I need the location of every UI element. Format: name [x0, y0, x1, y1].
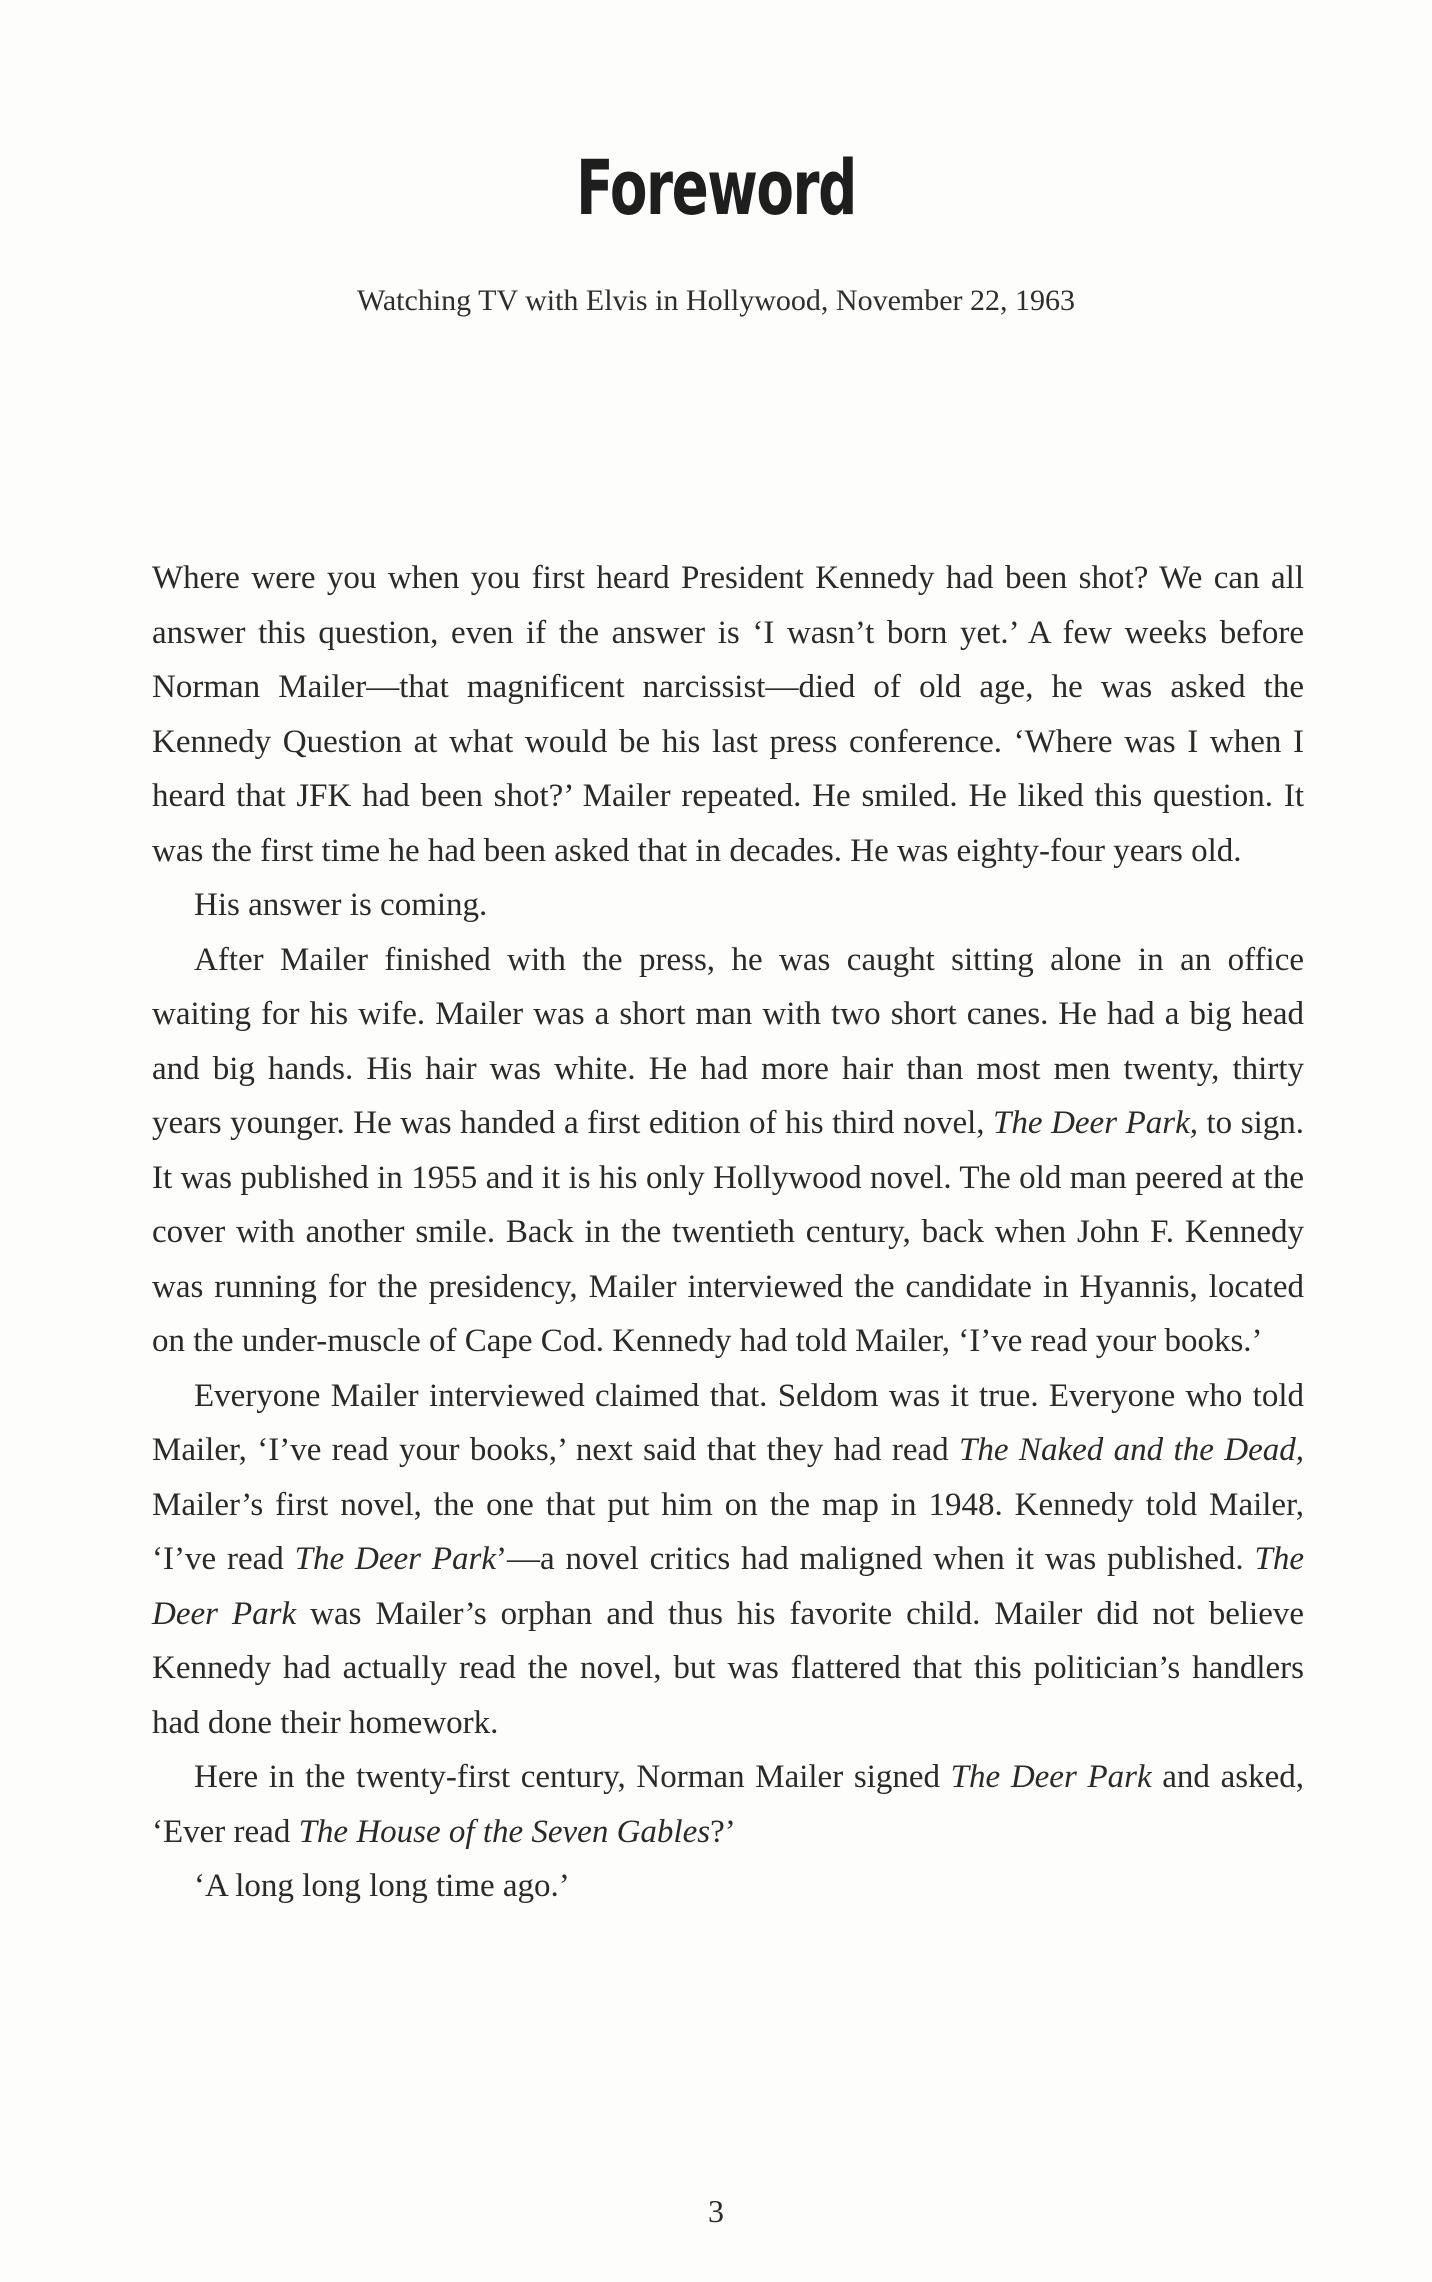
text-run: After Mailer finished with the press, he was caught sitting alone in an office waiting for his wife. Mailer was a short man with two short canes. He had a big head and big hands. His hair was white. He had more hair than most men twenty, thirty years younger. He was handed a first edition of his third novel,: [152, 941, 1304, 1141]
book-title-italic: The Deer Park: [152, 1541, 1304, 1632]
book-title-italic: The Naked and the Dead,: [959, 1432, 1304, 1468]
paragraph: [152, 1369, 1304, 1751]
book-title-italic: The Deer Park: [294, 1541, 496, 1577]
paragraph: [152, 878, 1304, 933]
chapter-title: Foreword: [576, 143, 856, 232]
chapter-subtitle: Watching TV with Elvis in Hollywood, November 22, 1963: [356, 284, 1076, 317]
page-number: 3: [708, 2193, 724, 2229]
book-title-italic: The Deer Park: [950, 1759, 1152, 1795]
body-text: [152, 551, 1304, 1914]
text-run: ’—a novel critics had maligned when it was published.: [495, 1541, 1255, 1577]
paragraph: [152, 1750, 1304, 1859]
text-run: and asked, ‘Ever read: [152, 1759, 1304, 1850]
text-run: His answer is coming.: [194, 887, 488, 923]
text-run: Mailer’s first novel, the one that put him on the map in 1948. Kennedy told Mailer, ‘I’ve read: [152, 1486, 1304, 1577]
text-run: was Mailer’s orphan and thus his favorite child. Mailer did not believe Kennedy had actually read the novel, but was flattered that this politician’s handlers had done their homework.: [152, 1595, 1304, 1741]
text-run: to sign. It was published in 1955 and it is his only Hollywood novel. The old man peered at the cover with another smile. Back in the twentieth century, back when John F. Kennedy was running for the presidency, Mailer interviewed the candidate in Hyannis, located on the under-muscle of Cape Cod. Kennedy had told Mailer, ‘I’ve read your books.’: [152, 1105, 1304, 1359]
book-title-italic: The House of the Seven Gables: [298, 1813, 711, 1850]
paragraph: [152, 1859, 1304, 1914]
text-run: Everyone Mailer interviewed claimed that. Seldom was it true. Everyone who told Mailer, ‘I’ve read your books,’ next said that they had read: [152, 1377, 1304, 1468]
text-run: Where were you when you first heard President Kennedy had been shot? We can all answer this question, even if the answer is ‘I wasn’t born yet.’ A few weeks before Norman Mailer—that magnificent narcissist—died of old age, he was asked the Kennedy Question at what would be his last press conference. ‘Where was I when I heard that JFK had been shot?’ Mailer repeated. He smiled. He liked this question. It was the first time he had been asked that in decades. He was eighty-four years old.: [152, 560, 1304, 869]
book-title-italic: The Deer Park,: [993, 1105, 1198, 1141]
paragraph: [152, 933, 1304, 1369]
text-run: Here in the twenty-first century, Norman Mailer signed: [194, 1759, 951, 1795]
text-run: ‘A long long long time ago.’: [194, 1868, 570, 1904]
paragraph: [152, 551, 1304, 878]
text-run: ?’: [710, 1813, 736, 1850]
